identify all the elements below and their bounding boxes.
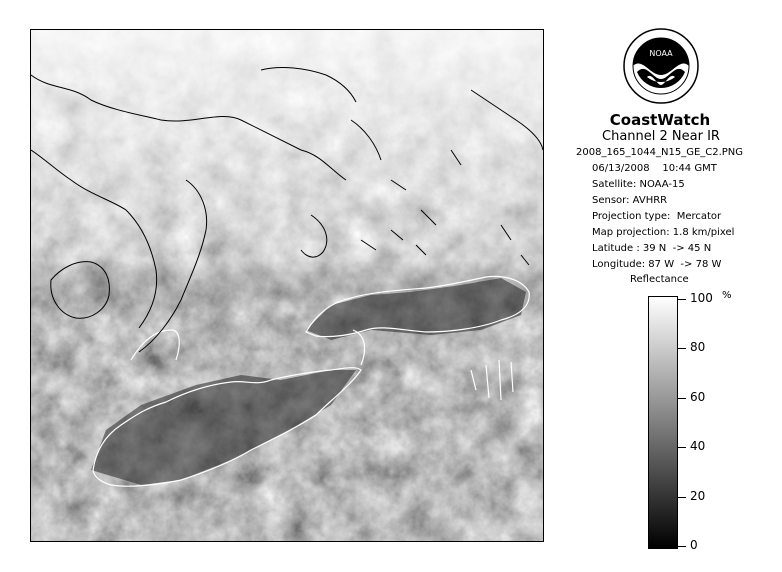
colorbar-tick-label: 0 xyxy=(690,538,698,552)
colorbar-tick xyxy=(678,546,686,547)
satellite-image xyxy=(30,29,544,542)
noaa-logo xyxy=(622,27,700,105)
colorbar-tick xyxy=(678,348,686,349)
latitude-label: Latitude : 39 N -> 45 N xyxy=(592,243,712,254)
page-title: CoastWatch xyxy=(609,111,711,129)
colorbar-tick xyxy=(678,447,686,448)
satellite-image-svg xyxy=(31,30,543,541)
colorbar-tick xyxy=(678,497,686,498)
sensor-label: Sensor: AVHRR xyxy=(592,195,668,206)
colorbar-tick-label: 20 xyxy=(690,489,706,503)
colorbar-tick xyxy=(678,398,686,399)
logo-center-text: NOAA xyxy=(649,49,673,58)
colorbar-tick xyxy=(678,299,686,300)
colorbar-title: Reflectance xyxy=(630,274,689,285)
colorbar-tick-label: 40 xyxy=(690,439,706,453)
channel-subtitle: Channel 2 Near IR xyxy=(602,129,720,144)
colorbar-unit: % xyxy=(722,290,732,301)
map-projection-label: Map projection: 1.8 km/pixel xyxy=(592,227,735,238)
colorbar-tick-label: 100 xyxy=(690,291,713,305)
satellite-label: Satellite: NOAA-15 xyxy=(592,179,685,190)
colorbar-tick-label: 80 xyxy=(690,340,706,354)
longitude-label: Longitude: 87 W -> 78 W xyxy=(592,259,722,270)
colorbar-tick-label: 60 xyxy=(690,390,706,404)
colorbar xyxy=(648,296,678,549)
projection-type-label: Projection type: Mercator xyxy=(592,211,722,222)
datetime-label: 06/13/2008 10:44 GMT xyxy=(592,163,717,174)
filename-label: 2008_165_1044_N15_GE_C2.PNG xyxy=(576,147,744,158)
